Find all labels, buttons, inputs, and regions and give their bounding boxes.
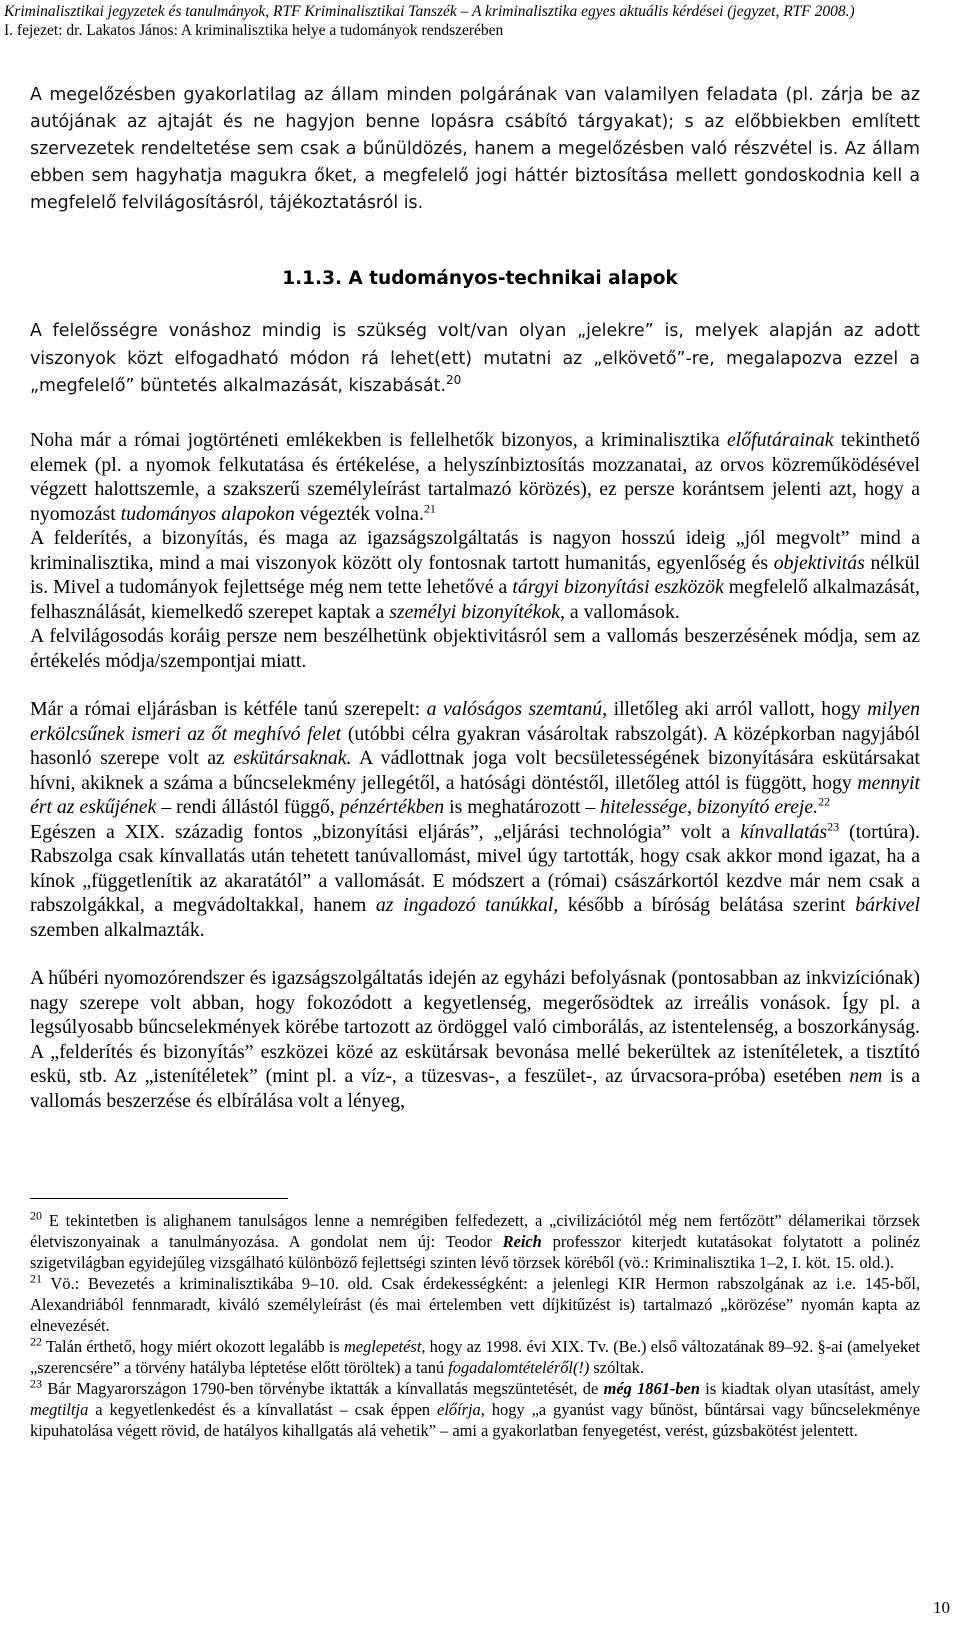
- body-text: [30, 428, 920, 1113]
- header-line-1: Kriminalisztikai jegyzetek és tanulmányok, RTF Kriminalisztikai Tanszék – A kriminalisztika egyes aktuális kérdései (jegyzet, RTF 2008.): [4, 3, 855, 20]
- intro-text: A megelőzésben gyakorlatilag az állam minden polgárának van valamilyen feladata (pl. zárja be az autójának az ajtaját és ne hagyjon benne lopásra csábító tárgyakat); s az előbbiekben említett szervezetek rendeltetése sem csak a bűnüldözés, hanem a megelőzésben való részvétel is. Az állam ebben sem hagyhatja magukra őket, a megfelelő jogi háttér biztosítása mellett gondoskodnia kell a megfelelő felvilágosításról, tájékoztatásról is.: [30, 85, 920, 213]
- footnote-ref-23: 23: [827, 818, 840, 833]
- header-line-2: I. fejezet: dr. Lakatos János: A kriminalisztika helye a tudományok rendszerében: [4, 22, 504, 39]
- intro-paragraph: [30, 82, 920, 217]
- section-p1-text: A felelősségre vonáshoz mindig is szükség volt/van olyan „jelekre” is, melyek alapján az adott viszonyok közt elfogadható módon rá lehet(ett) mutatni az „elkövető”-re, megalapozva ezzel a „megfelelő” büntetés alkalmazását, kiszabását.: [30, 321, 920, 396]
- page-number: 10: [933, 1598, 950, 1617]
- footnote-23: $^{23}$ Bár Magyarországon 1790-ben törvénybe iktatták a kínvallatás megszüntetését, de még 1861-ben is kiadtak olyan utasítást, amely megtiltja a kegyetlenkedést és a kínvallatást – csak éppen előírja, hogy „a gyanúst vagy bűnöst, bűntársai vagy bűncselekménye kipuhatolása végett rövid, de hatályos kihallgatás alá vehetik” – ami a gyakorlatban fenyegetést, verést, gúzsbakötést jelentett.: [30, 1376, 920, 1440]
- footnote-ref-20: 20: [445, 373, 462, 388]
- paragraph-2: Noha már a római jogtörténeti emlékekben is fellelhetők bizonyos, a kriminalisztika előfutárainak tekinthető elemek (pl. a nyomok felkutatása és értékelése, a helyszínbiztosítás mozzanatai, az orvos közreműködésével végzett halottszemle, a szakszerű személyleírást tartalmazó körözés), ez persze korántsem jelenti azt, hogy a nyomozást tudományos alapokon végezték volna.$^{21}$: [30, 429, 920, 525]
- paragraph-3: A felderítés, a bizonyítás, és maga az igazságszolgáltatás is nagyon hosszú ideig „jól megvolt” mind a kriminalisztika, mind a mai viszonyok között oly fontosnak tartott humanitás, egyenlőség és objektivitás nélkül is. Mivel a tudományok fejlettsége még nem tette lehetővé a tárgyi bizonyítási eszközök megfelelő alkalmazását, felhasználását, kiemelkedő szerepet kaptak a személyi bizonyítékok, a vallomások.: [30, 527, 920, 623]
- footnotes: [30, 1210, 920, 1441]
- footnote-22: $^{22}$ Talán érthető, hogy miért okozott legalább is meglepetést, hogy az 1998. évi XIX. Tv. (Be.) első változatának 89–92. §-ai (amelyeket „szerencsére” a törvény hatályba léptetése előtt töröltek) a tanú fogadalomtételéről(!) szóltak.: [30, 1334, 920, 1377]
- footnote-21: $^{21}$ Vö.: Bevezetés a kriminalisztikába 9–10. old. Csak érdekességként: a jelenlegi KIR Hermon rabszolgának az i.e. 145-ből, Alexandriából fennmaradt, kiváló személyleírást (és mai értelemben vett díjkitűzést is) tartalmazó „körözése” nyomán kapta az elnevezését.: [30, 1271, 920, 1335]
- section-paragraph-1: [30, 318, 920, 401]
- paragraph-4: A felvilágosodás koráig persze nem beszélhetünk objektivitásról sem a vallomás beszerzésének módja, sem az értékelés módja/szempontjai miatt.: [30, 625, 920, 672]
- footnote-ref-22: 22: [818, 794, 831, 809]
- footnote-ref-21: 21: [423, 500, 436, 515]
- paragraph-7: A hűbéri nyomozórendszer és igazságszolgáltatás idején az egyházi befolyásnak (pontosabban az inkvizíciónak) nagy szerepe volt abban, hogy fokozódott a kegyetlenség, megerősödtek az irreális vonások. Így pl. a legsúlyosabb bűncselekmények körébe tartozott az ördöggel való cimborálás, az istentelenség, a boszorkányság. A „felderítés és bizonyítás” eszközei közé az eskütársak bevonása mellé bekerültek az istenítéletek, a tisztító eskü, stb. Az „istenítéletek” (mint pl. a víz-, a tüzesvas-, a feszület-, az úrvacsora-próba) esetében nem is a vallomás beszerzése és elbírálása volt a lényeg,: [30, 967, 920, 1112]
- section-heading: 1.1.3. A tudományos-technikai alapok: [282, 268, 678, 289]
- paragraph-6: Egészen a XIX. századig fontos „bizonyítási eljárás”, „eljárási technológia” volt a kínvallatás$^{23}$ (tortúra). Rabszolga csak kínvallatás után tehetett tanúvallomást, mivel úgy tartották, hogy csak akkor mond igazat, ha a kínok „függetlenítik az akaratától” a vallomását. E módszert a (római) császárkortól kezdve már nem csak a rabszolgákkal, a megvádoltakkal, hanem az ingadozó tanúkkal, később a bíróság belátása szerint bárkivel szemben alkalmazták.: [30, 818, 921, 941]
- footnote-20: $^{20}$ E tekintetben is alighanem tanulságos lenne a nemrégiben felfedezett, a „civilizációtól még nem fertőzött” délamerikai törzsek életviszonyainak a tanulmányozása. A gondolat nem új: Teodor Reich professzor kiterjedt kutatásokat folytatott a polinéz szigetvilágban egyidejűleg vizsgálható különböző fejlettségi szinten lévő törzsek köréből (vö.: Kriminalisztika 1–2, I. köt. 15. old.).: [30, 1208, 920, 1272]
- paragraph-5: Már a római eljárásban is kétféle tanú szerepelt: a valóságos szemtanú, illetőleg aki arról vallott, hogy milyen erkölcsűnek ismeri az őt meghívó felet (utóbbi célra gyakran vásároltak rabszolgát). A középkorban nagyjából hasonló szerepe volt az eskütársaknak. A vádlottnak joga volt becsületességének bizonyítására eskütársakat hívni, akiknek a száma a bűncselekmény jellegétől, a hatósági döntéstől, illetőleg attól is függött, hogy mennyit ért az eskűjének – rendi állástól függő, pénzértékben is meghatározott – hitelessége, bizonyító ereje.$^{22}$: [30, 698, 920, 818]
- running-header: [4, 2, 956, 40]
- footnote-separator: [30, 1198, 288, 1199]
